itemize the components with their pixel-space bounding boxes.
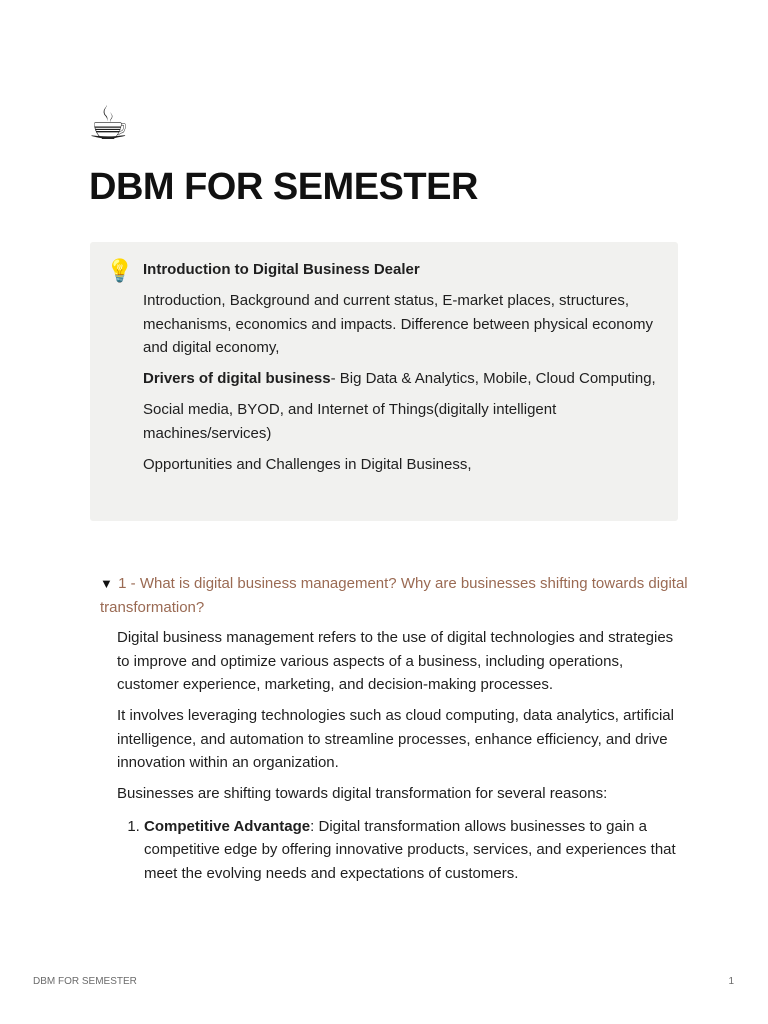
toggle-arrow-icon[interactable]: ▼ (100, 576, 113, 591)
callout-paragraph: Introduction, Background and current status, E-market places, structures, mechanisms, economics and impacts. Difference between physical economy and digital economy, (143, 292, 653, 356)
callout-drivers-paragraph (143, 367, 658, 391)
list-item (144, 815, 677, 886)
list-item-text: : Digital transformation allows businesses to gain a competitive edge by offering innovative products, services, and experiences that meet the evolving needs and expectations of customers. (144, 817, 676, 882)
coffee-cup-icon: ☕ (88, 97, 130, 149)
drivers-label: Drivers of digital business (143, 370, 331, 387)
callout-paragraph: Social media, BYOD, and Internet of Things(digitally intelligent machines/services) (143, 401, 557, 442)
toggle-paragraph: Businesses are shifting towards digital transformation for several reasons: (117, 785, 608, 802)
footer-page-number: 1 (728, 976, 734, 987)
toggle-paragraph: It involves leveraging technologies such as cloud computing, data analytics, artificial intelligence, and automation to streamline processes, enhance efficiency, and drive innovation within an organization. (117, 707, 674, 771)
toggle-block (100, 572, 690, 885)
footer-title: DBM FOR SEMESTER (33, 976, 137, 987)
toggle-paragraph: Digital business management refers to the use of digital technologies and strategies to improve and optimize various aspects of a business, including operations, customer experience, marketing, and decision-making processes. (117, 629, 674, 693)
toggle-header-text[interactable]: 1 - What is digital business management? Why are businesses shifting towards digital transformation? (100, 575, 688, 616)
list-item-label: Competitive Advantage (144, 817, 311, 835)
page-title: DBM FOR SEMESTER (89, 166, 478, 208)
lightbulb-icon: 💡 (106, 258, 134, 283)
callout-block (90, 242, 678, 521)
callout-heading: Introduction to Digital Business Dealer (143, 261, 420, 278)
callout-body (143, 258, 658, 484)
toggle-header[interactable] (100, 572, 690, 619)
toggle-content (117, 626, 677, 885)
drivers-text: - Big Data & Analytics, Mobile, Cloud Computing, (330, 370, 656, 387)
callout-paragraph: Opportunities and Challenges in Digital Business, (143, 455, 472, 473)
numbered-list (117, 815, 677, 886)
